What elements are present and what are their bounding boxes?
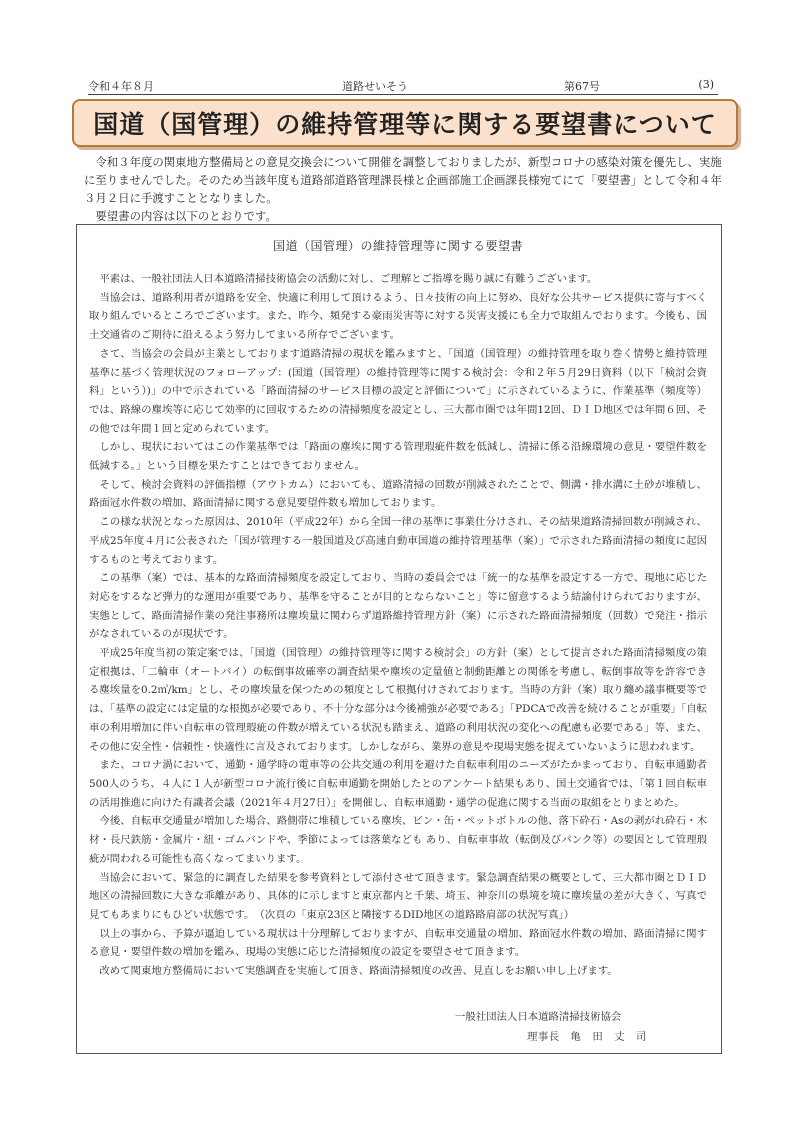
issue-number: 第67号: [564, 80, 600, 93]
article-title-banner: [72, 99, 738, 147]
letter-paragraph: この基準（案）では、基本的な路面清掃頻度を設定しており、当時の委員会では「統一的な基準を設定する一方で、現地に応じた対応をするなど弾力的な運用が重要であり、基準を守ることが目的とならないこと」等に留意するよう結論付けられておりますが、実態として、路面清掃作業の発注事務所は塵埃量に関わらず道路維持管理方針（案）に示された路面清掃頻度（回数）で発注・指示がなされているのが現状です。: [89, 572, 707, 641]
intro-paragraph: 令和３年度の関東地方整備局との意見交換会について開催を調整しておりましたが、新型コロナの感染対策を優先し、実施に至りませんでした。そのため当該年度も道路部道路管理課長様と企画部施工企画課長様宛てにて「要望書」として令和４年３月２日に手渡すこととなりました。: [84, 155, 722, 205]
letter-paragraph: そして、検討会資料の評価指標（アウトカム）においても、道路清掃の回数が削減されたことで、側溝・排水溝に土砂が堆積し、路面冠水件数の増加、路面清掃に関する意見要望件数も増加しております。: [89, 478, 707, 510]
signature-name: 理事長 亀 田 丈 司: [527, 1031, 647, 1043]
letter-paragraph: この様な状況となった原因は、2010年（平成22年）から全国一律の基準に事業仕分けされ、その結果道路清掃回数が削減され、平成25年度４月に公表された「国が管理する一般国道及び高速自動車国道の維持管理基準（案）」で示された路面清掃の頻度に起因するものと考えております。: [89, 516, 707, 566]
letter-paragraph: 当協会は、道路利用者が道路を安全、快適に利用して頂けるよう、日々技術の向上に努め、良好な公共サービス提供に寄与すべく取り組んでいるところでございます。また、昨今、頻発する豪雨災害等に対する災害支援にも全力で取組んでおります。今後も、国土交通省のご期待に沿えるよう努力してまいる所存でございます。: [89, 291, 707, 342]
issue-date: 令和４年８月: [88, 80, 154, 93]
letter-paragraph: 当協会において、緊急的に調査した結果を参考資料として添付させて頂きます。緊急調査結果の概要として、三大都市圏とＤＩＤ地区の清掃回数に大きな乖離があり、具体的に示しますと東京都内と千葉、埼玉、神奈川の県境を境に塵埃量の差が大きく、写真で見てもあまりにもひどい状態です。 （次頁の「東京23区と隣接するDID地区の道路路肩部の状況写真」）: [89, 871, 707, 921]
letter-paragraph: また、コロナ渦において、通勤・通学時の電車等の公共交通の利用を避けた自転車利用のニーズがたかまっており、自転車通勤者500人のうち、４人に１人が新型コロナ流行後に自転車通勤を開始したとのアンケート結果もあり、国土交通省では、「第１回自転車の活用推進に向けた有識者会議（2021年４月27日）」を開催し、自転車通勤・通学の促進に関する当面の取組をとりまとめた。: [89, 759, 707, 809]
letter-title: 国道（国管理）の維持管理等に関する要望書: [272, 239, 523, 253]
article-title: 国道（国管理）の維持管理等に関する要望書について: [93, 110, 717, 139]
intro-paragraph: 要望書の内容は以下のとおりです。: [95, 209, 277, 223]
request-letter-box: [76, 224, 722, 1054]
letter-paragraph: 平成25年度当初の策定案では、「国道（国管理）の維持管理等に関する検討会」の方針（案）として提言された路面清掃頻度の策定根拠は、「二輪車（オートバイ）の転倒事故確率の調査結果や塵埃の定量値と制動距離との関係を考慮し、転倒事故等を許容できる塵埃量を0.2㎥/km」とし、その塵埃量を保つための頻度として根拠付けされております。当時の方針（案）取り纏め議事概要等では、「基準の設定には定量的な根拠が必要であり、不十分な部分は今後補強が必要である」「PDCAで改善を続けることが重要」「自転車の利用増加に伴い自転車の管理瑕疵の件数が増えている状況も踏まえ、道路の利用状況の変化への配慮も必要である」等、また、その他に安全性・信頼性・快適性に言及されております。しかしながら、業界の意見や現場実態を捉えていないように思われます。: [89, 647, 707, 753]
letter-paragraph: 以上の事から、予算が逼迫している現状は十分理解しておりますが、自転車交通量の増加、路面冠水件数の増加、路面清掃に関する意見・要望件数の増加を鑑み、現場の実態に応じた清掃頻度の設定を要望させて頂きます。: [89, 927, 707, 959]
letter-paragraph: しかし、現状においてはこの作業基準では「路面の塵埃に関する管理瑕疵件数を低減し、清掃に係る沿線環境の意見・要望件数を低減する。」という目標を果たすことはできておりません。: [89, 441, 707, 473]
letter-paragraph: 平素は、一般社団法人日本道路清掃技術協会の活動に対し、ご理解とご指導を賜り誠に有難うございます。: [99, 273, 598, 285]
publication-name: 道路せいそう: [342, 80, 408, 93]
intro-text: [84, 153, 724, 225]
letter-paragraph: 今後、自転車交通量が増加した場合、路側帯に堆積している塵埃、ビン・缶・ペットボトルの他、落下砕石・Asの剥がれ砕石・木材・長尺鉄筋・金属片・紐・ゴムバンドや、季節によっては落葉なども あり、自転車事故（転倒及びパンク等）の要因として管理瑕疵が問われる可能性も高くなってまいります。: [89, 815, 707, 865]
letter-paragraph: さて、当協会の会員が主業としております道路清掃の現状を鑑みますと、「国道（国管理）の維持管理を取り巻く情勢と維持管理基準に基づく管理状況のフォローアップ：(国道（国管理）の維持管理等に関する検討会：令和２年５月29日資料（以下「検討会資料」という）)」の中で示されている「路面清掃のサービス目標の設定と評価について」に示されているように、作業基準（頻度等）では、路線の塵埃等に応じて効率的に回収するための清掃頻度を設定とし、三大都市圏では年間12回、ＤＩＤ地区では年間６回、その他では年間１回と定められています。: [89, 347, 707, 435]
page-header: [88, 78, 718, 95]
letter-paragraph: 改めて関東地方整備局において実態調査を実施して頂き、路面清掃頻度の改善、見直しをお願い申し上げます。: [99, 965, 618, 978]
signature-organization: 一般社団法人日本道路清掃技術協会: [455, 1011, 622, 1023]
page-number: (3): [698, 78, 714, 91]
